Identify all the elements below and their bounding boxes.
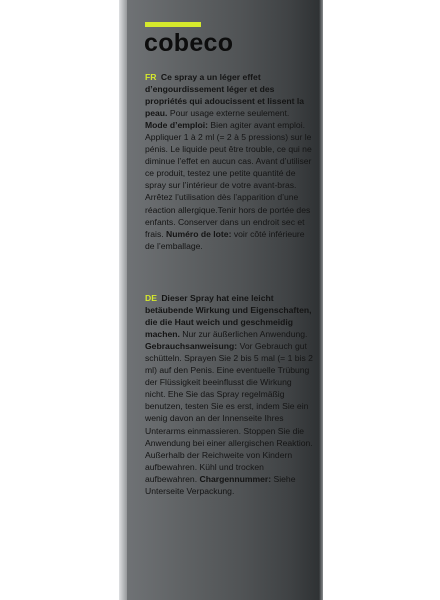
german-directions: Vor Gebrauch gut schütteln. Sprayen Sie 2 bis 5 mal (= 1 bis 2 ml) auf den Penis. Eine eventuelle Trübung der Flüssigkeit beeinflusst die Wirkung nicht. Ehe Sie das Spray regelmäßig benutzen, testen Sie es erst, indem Sie ein wenig davon an der Innenseite Ihres Unterarms einmassieren. Stoppen Sie die Anwendung bei einer allergischen Reaktion. Außerhalb der Reichweite von Kindern aufbewahren. Kühl und trocken aufbewahren. xyxy=(145,341,313,484)
french-description xyxy=(145,71,313,252)
french-lang-code: FR xyxy=(145,72,157,82)
french-directions: Bien agiter avant emploi. Appliquer 1 à 2 ml (= 2 à 5 pressions) sur le pénis. Le liquide peut être trouble, ce qui ne diminue l’effet en aucun cas. Avant d’utiliser ce produit, testez une petite quantité de spray sur l’intérieur de votre avant-bras. Arrêtez l’utilisation dès l’apparition d’une réaction allergique.Tenir hors de portée des enfants. Conserver dans un endroit sec et frais. xyxy=(145,120,312,239)
german-description xyxy=(145,292,313,497)
german-batch-label: Chargennummer: xyxy=(199,473,272,484)
box-right-edge xyxy=(319,0,323,600)
german-batch: Siehe Unterseite Verpackung. xyxy=(145,473,296,496)
german-lang-code: DE xyxy=(145,293,157,303)
french-directions-label: Mode d’emploi: xyxy=(145,120,209,131)
french-usage: Pour usage externe seulement. xyxy=(169,108,290,119)
french-intro: Ce spray a un léger effet d’engourdissement léger et des propriétés qui adoucissent et lissent la peau. xyxy=(145,72,305,119)
brand-logo: cobeco xyxy=(144,29,234,57)
french-lot-label: Numéro de lote: xyxy=(166,228,232,239)
german-directions-label: Gebrauchsanweisung: xyxy=(145,341,238,352)
german-intro: Dieser Spray hat eine leicht betäubende Wirkung und Eigenschaften, die die Haut weich und geschmeidig machen. xyxy=(145,293,312,340)
brand-accent-bar xyxy=(145,22,201,27)
german-usage: Nur zur äußerlichen Anwendung. xyxy=(182,329,308,340)
french-lot: voir côté inférieure de l’emballage. xyxy=(145,228,305,251)
product-box xyxy=(127,0,319,600)
